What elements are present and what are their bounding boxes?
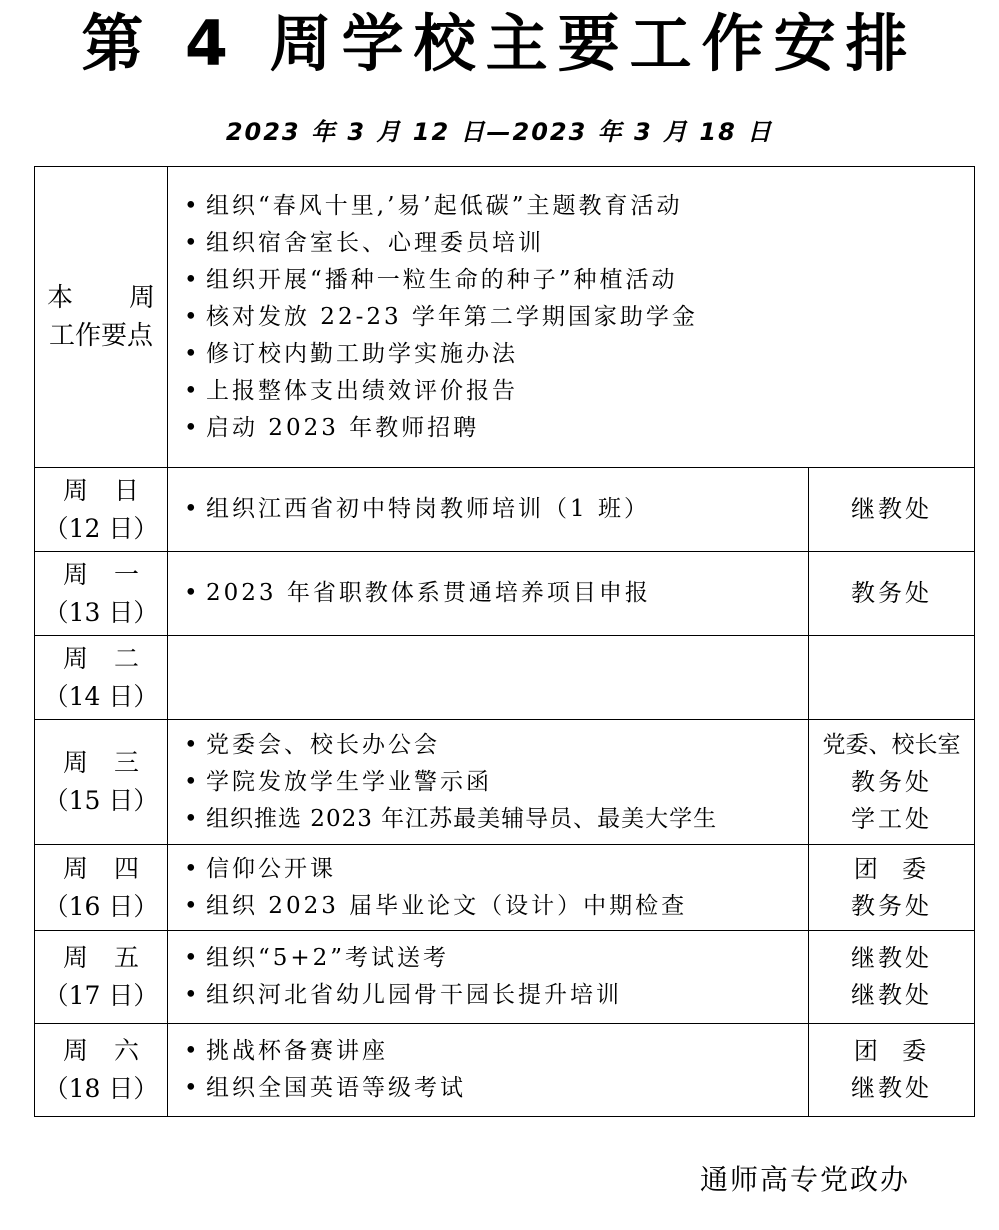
day-dept-list	[809, 845, 975, 931]
day-work-list	[168, 931, 809, 1024]
dept-item: 团 委	[853, 854, 930, 883]
day-dept-list	[809, 931, 975, 1024]
key-points-label-line1	[35, 279, 167, 317]
dept-item: 党委、校长室	[822, 731, 961, 758]
key-point-text: 组织“春风十里,’易’起低碳”主题教育活动	[206, 192, 683, 219]
work-item-text: 党委会、校长办公会	[206, 731, 440, 758]
bullet-icon: •	[184, 496, 198, 522]
bullet-icon: •	[184, 266, 198, 293]
day-work-list	[168, 552, 809, 636]
work-item-text: 信仰公开课	[206, 855, 336, 882]
day-date: （17 日）	[43, 981, 159, 1010]
work-item-text: 组织推选 2023 年江苏最美辅导员、最美大学生	[206, 805, 718, 832]
key-point-item	[184, 299, 974, 336]
day-name: 周五	[62, 943, 165, 972]
key-points-row	[35, 167, 975, 468]
day-dept-list	[809, 468, 975, 552]
day-dept-list	[809, 636, 975, 720]
day-date: （13 日）	[43, 597, 159, 627]
day-row-wednesday	[35, 720, 975, 845]
bullet-icon: •	[184, 892, 198, 919]
day-dept-list	[809, 552, 975, 636]
day-name: 周六	[62, 1036, 165, 1065]
day-work-list	[168, 636, 809, 720]
dept-item: 教务处	[851, 767, 932, 796]
key-point-text: 组织宿舍室长、心理委员培训	[206, 229, 544, 256]
work-item	[184, 977, 808, 1014]
date-range: 2023 年 3 月 12 日—2023 年 3 月 18 日	[225, 118, 774, 146]
bullet-icon: •	[184, 945, 198, 971]
day-label	[35, 552, 168, 636]
dept-item: 继教处	[851, 495, 932, 523]
bullet-icon: •	[184, 731, 198, 758]
bullet-icon: •	[184, 855, 198, 882]
bullet-icon: •	[184, 340, 198, 367]
bullet-icon: •	[184, 768, 198, 795]
work-item	[184, 575, 808, 612]
day-work-list	[168, 845, 809, 931]
dept-item: 继教处	[851, 981, 932, 1009]
key-points-label-char: 本	[47, 283, 74, 313]
work-item	[184, 491, 808, 528]
work-item	[184, 940, 808, 977]
bullet-icon: •	[184, 580, 198, 606]
day-row-sunday	[35, 468, 975, 552]
day-dept-list	[809, 1024, 975, 1117]
work-item-text: 组织 2023 届毕业论文（设计）中期检查	[206, 892, 688, 919]
bullet-icon: •	[184, 377, 198, 404]
key-point-item	[184, 373, 974, 410]
dept-item: 团 委	[853, 1037, 930, 1065]
bullet-icon: •	[184, 414, 198, 441]
key-point-text: 上报整体支出绩效评价报告	[206, 377, 518, 404]
day-label	[35, 468, 168, 552]
schedule-table	[34, 166, 975, 1117]
day-date: （18 日）	[43, 1074, 159, 1103]
issuer-signature: 通师高专党政办	[700, 1163, 911, 1196]
day-date: （12 日）	[43, 513, 159, 543]
day-row-tuesday	[35, 636, 975, 720]
day-work-list	[168, 468, 809, 552]
work-item-text: 组织河北省幼儿园骨干园长提升培训	[206, 982, 622, 1008]
page-title: 第 4 周学校主要工作安排	[81, 7, 918, 80]
day-date: （16 日）	[43, 891, 159, 921]
key-point-item	[184, 336, 974, 373]
bullet-icon: •	[184, 229, 198, 256]
day-row-thursday	[35, 845, 975, 931]
day-label	[35, 1024, 168, 1117]
bullet-icon: •	[184, 1038, 198, 1064]
work-item	[184, 851, 808, 888]
day-work-list	[168, 720, 809, 845]
key-point-text: 启动 2023 年教师招聘	[206, 414, 480, 441]
bullet-icon: •	[184, 1075, 198, 1101]
work-item	[184, 801, 808, 838]
dept-item: 学工处	[851, 804, 932, 833]
dept-item: 继教处	[851, 1074, 932, 1102]
work-item-text: 学院发放学生学业警示函	[206, 768, 492, 795]
day-date: （14 日）	[43, 681, 159, 711]
key-points-label-char: 周	[128, 283, 155, 313]
work-item	[184, 727, 808, 764]
day-label	[35, 636, 168, 720]
key-points-label	[35, 167, 168, 468]
work-item	[184, 1070, 808, 1107]
work-item-text: 组织江西省初中特岗教师培训（1 班）	[206, 496, 650, 522]
day-name: 周三	[62, 748, 165, 777]
day-name: 周日	[62, 475, 165, 505]
dept-item: 教务处	[851, 891, 932, 920]
day-label	[35, 931, 168, 1024]
work-item-text: 2023 年省职教体系贯通培养项目申报	[206, 580, 651, 606]
key-point-text: 核对发放 22-23 学年第二学期国家助学金	[206, 303, 698, 330]
work-item	[184, 888, 808, 925]
key-point-item	[184, 410, 974, 447]
dept-item: 教务处	[851, 579, 932, 607]
day-name: 周一	[62, 559, 165, 589]
day-row-saturday	[35, 1024, 975, 1117]
key-point-text: 修订校内勤工助学实施办法	[206, 340, 518, 367]
key-point-text: 组织开展“播种一粒生命的种子”种植活动	[206, 266, 678, 293]
day-dept-list	[809, 720, 975, 845]
key-point-item	[184, 225, 974, 262]
key-points-label-line2: 工作要点	[48, 321, 153, 351]
day-row-monday	[35, 552, 975, 636]
key-point-item	[184, 262, 974, 299]
work-item-text: 组织“5+2”考试送考	[206, 945, 450, 971]
day-name: 周二	[62, 643, 165, 673]
day-work-list	[168, 1024, 809, 1117]
day-label	[35, 720, 168, 845]
work-item-text: 组织全国英语等级考试	[206, 1075, 466, 1101]
key-point-item	[184, 188, 974, 225]
key-points-list	[168, 167, 975, 468]
day-row-friday	[35, 931, 975, 1024]
work-item	[184, 764, 808, 801]
bullet-icon: •	[184, 982, 198, 1008]
work-item	[184, 1033, 808, 1070]
day-name: 周四	[62, 853, 165, 883]
bullet-icon: •	[184, 805, 198, 832]
work-item-text: 挑战杯备赛讲座	[206, 1038, 388, 1064]
day-label	[35, 845, 168, 931]
dept-item: 继教处	[851, 944, 932, 972]
bullet-icon: •	[184, 303, 198, 330]
bullet-icon: •	[184, 192, 198, 219]
day-date: （15 日）	[43, 786, 159, 815]
